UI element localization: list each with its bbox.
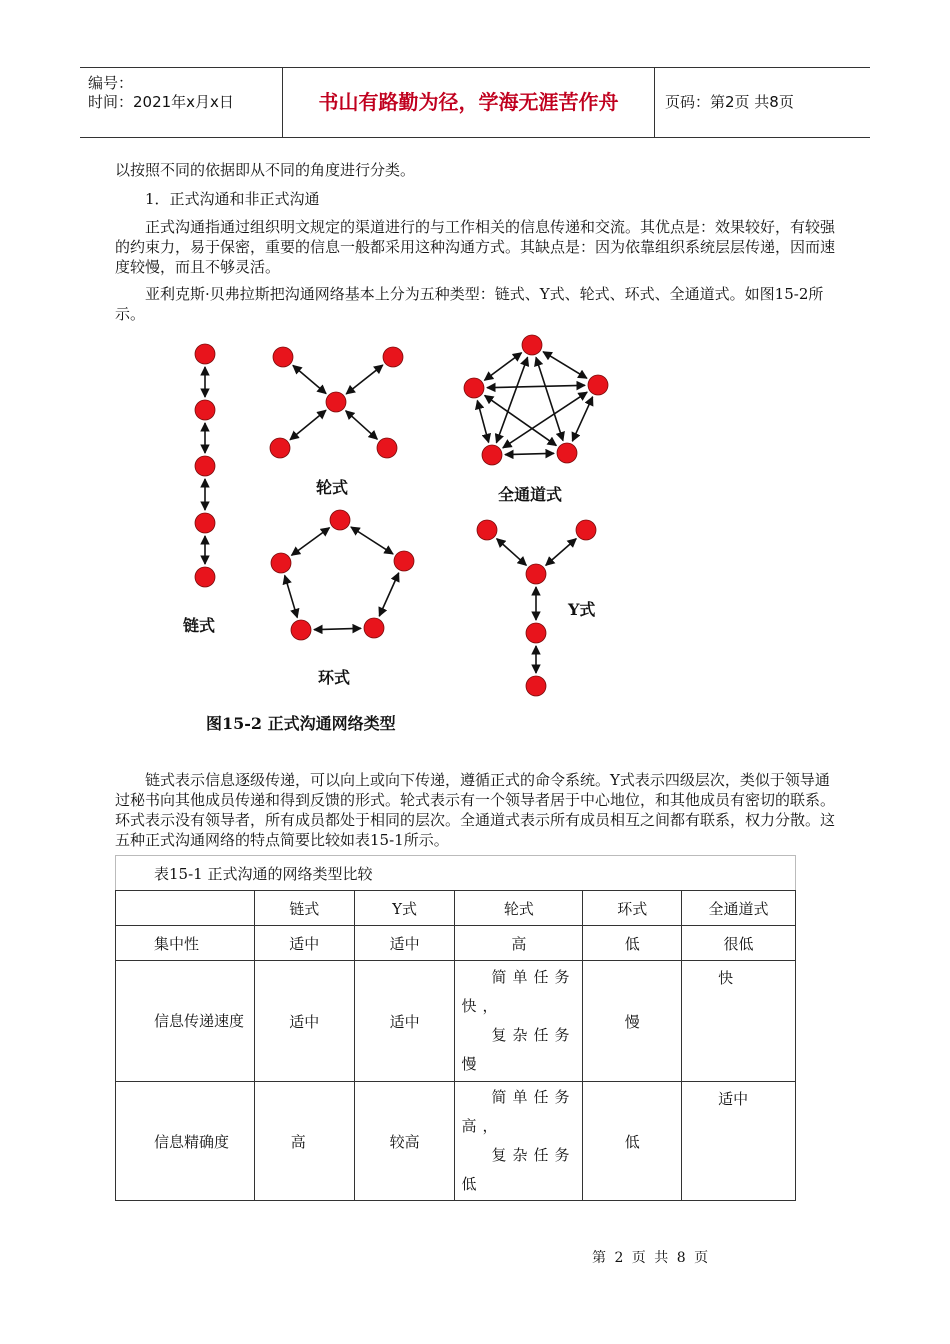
paragraph-formal: 正式沟通指通过组织明文规定的渠道进行的与工作相关的信息传递和交流。其优点是：效果较好，有较强的约束力，易于保密，重要的信息一般都采用这种沟通方式。其缺点是：因为依靠组织系统层层传递，因而速度较慢，而且不够灵活。: [115, 218, 836, 276]
table-row: [116, 926, 796, 961]
wheel-link-arrow: [290, 410, 326, 439]
header-cell-wheel: 轮式: [455, 891, 583, 926]
cell-all-channel: 很低: [682, 926, 796, 961]
page-header: [80, 67, 870, 138]
chain-node: [195, 344, 215, 364]
all-link-arrow: [487, 385, 585, 387]
row-label-speed: 信息传递速度: [116, 961, 255, 1082]
circle-node: [271, 553, 291, 573]
comparison-table: [115, 855, 796, 1201]
y-link-arrow: [546, 539, 576, 566]
cell-chain: 适中: [254, 961, 354, 1082]
all-node: [464, 378, 484, 398]
table-row: [116, 961, 796, 1082]
circle-link-arrow: [292, 528, 330, 556]
circle-link-arrow: [351, 527, 393, 554]
network-types-figure: [150, 325, 660, 745]
y-node: [477, 520, 497, 540]
label-y: Y式: [568, 600, 596, 619]
circle-link-arrow: [379, 573, 398, 616]
cell-all-channel: 快: [682, 961, 796, 1082]
chain-node: [195, 456, 215, 476]
header-cell-all-channel: 全通道式: [682, 891, 796, 926]
wheel-node: [326, 392, 346, 412]
motto: 书山有路勤为径，学海无涯苦作舟: [283, 68, 655, 137]
all-link-arrow: [503, 392, 587, 448]
all-link-arrow: [477, 401, 488, 443]
chain-node: [195, 400, 215, 420]
circle-node: [394, 551, 414, 571]
number-label: 编号：: [88, 74, 134, 92]
cell-y: 较高: [354, 1082, 455, 1201]
header-cell-y: Y式: [354, 891, 455, 926]
y-node: [526, 623, 546, 643]
wheel-node: [273, 347, 293, 367]
y-node: [526, 676, 546, 696]
cell-circle: 慢: [583, 961, 682, 1082]
wheel-node: [383, 347, 403, 367]
paragraph-types: 亚利克斯·贝弗拉斯把沟通网络基本上分为五种类型：链式、Y式、轮式、环式、全通道式。如图15-2所示。: [115, 285, 824, 323]
wheel-complex: 复杂任务慢: [461, 1026, 576, 1073]
cell-circle: 低: [583, 1082, 682, 1201]
time-label: 时间：2021年x月x日: [88, 93, 234, 111]
circle-node: [291, 620, 311, 640]
cell-circle: 低: [583, 926, 682, 961]
y-node: [526, 564, 546, 584]
header-cell-circle: 环式: [583, 891, 682, 926]
all-link-arrow: [536, 357, 563, 440]
all-link-arrow: [484, 353, 521, 381]
all-link-arrow: [572, 397, 592, 441]
label-all-channel: 全通道式: [498, 485, 563, 504]
cell-chain: 适中: [254, 926, 354, 961]
cell-all-channel: 适中: [682, 1082, 796, 1201]
chain-node: [195, 567, 215, 587]
wheel-node: [377, 438, 397, 458]
page-footer: 第 2 页 共 8 页: [592, 1250, 711, 1266]
row-label-centralization: 集中性: [116, 926, 255, 961]
label-chain: 链式: [183, 616, 216, 635]
header-cell-empty: [116, 891, 255, 926]
header-cell-chain: 链式: [254, 891, 354, 926]
table-row: [116, 1082, 796, 1201]
wheel-node: [270, 438, 290, 458]
wheel-simple: 简单任务高，: [461, 1088, 576, 1135]
chain-node: [195, 513, 215, 533]
cell-chain: 高: [254, 1082, 354, 1201]
figure-caption: 图15-2 正式沟通网络类型: [206, 714, 396, 733]
circle-node: [330, 510, 350, 530]
all-link-arrow: [505, 453, 554, 454]
cell-wheel: [455, 1082, 583, 1201]
wheel-link-arrow: [293, 365, 326, 393]
wheel-link-arrow: [346, 365, 383, 394]
wheel-link-arrow: [346, 411, 378, 440]
table-header-row: [116, 891, 796, 926]
section-heading: 1．正式沟通和非正式沟通: [145, 190, 320, 208]
all-node: [522, 335, 542, 355]
paragraph-explanation: 链式表示信息逐级传递，可以向上或向下传递，遵循正式的命令系统。Y式表示四级层次，类似于领导通过秘书向其他成员传递和得到反馈的形式。轮式表示有一个领导者居于中心地位，和其他成员有密切的联系。环式表示没有领导者，所有成员都处于相同的层次。全通道式表示所有成员相互之间都有联系，权力分散。这五种正式沟通网络的特点简要比较如表15-1所示。: [115, 771, 836, 849]
wheel-simple: 简单任务快，: [461, 968, 576, 1015]
label-circle: 环式: [318, 668, 351, 687]
all-link-arrow: [543, 352, 587, 379]
label-wheel: 轮式: [316, 478, 349, 497]
cell-wheel: [455, 961, 583, 1082]
paragraph-intro: 以按照不同的依据即从不同的角度进行分类。: [115, 161, 416, 179]
y-node: [576, 520, 596, 540]
all-link-arrow: [496, 357, 527, 443]
row-label-accuracy: 信息精确度: [116, 1082, 255, 1201]
page-info: 页码：第2页 共8页: [665, 93, 794, 111]
all-node: [588, 375, 608, 395]
circle-link-arrow: [285, 575, 298, 617]
circle-node: [364, 618, 384, 638]
cell-wheel: 高: [455, 926, 583, 961]
circle-link-arrow: [314, 628, 361, 629]
wheel-complex: 复杂任务低: [461, 1146, 576, 1193]
header-meta: [80, 68, 283, 137]
cell-y: 适中: [354, 926, 455, 961]
y-link-arrow: [497, 539, 527, 566]
all-node: [557, 443, 577, 463]
table-caption: 表15-1 正式沟通的网络类型比较: [116, 856, 796, 891]
cell-y: 适中: [354, 961, 455, 1082]
all-node: [482, 445, 502, 465]
